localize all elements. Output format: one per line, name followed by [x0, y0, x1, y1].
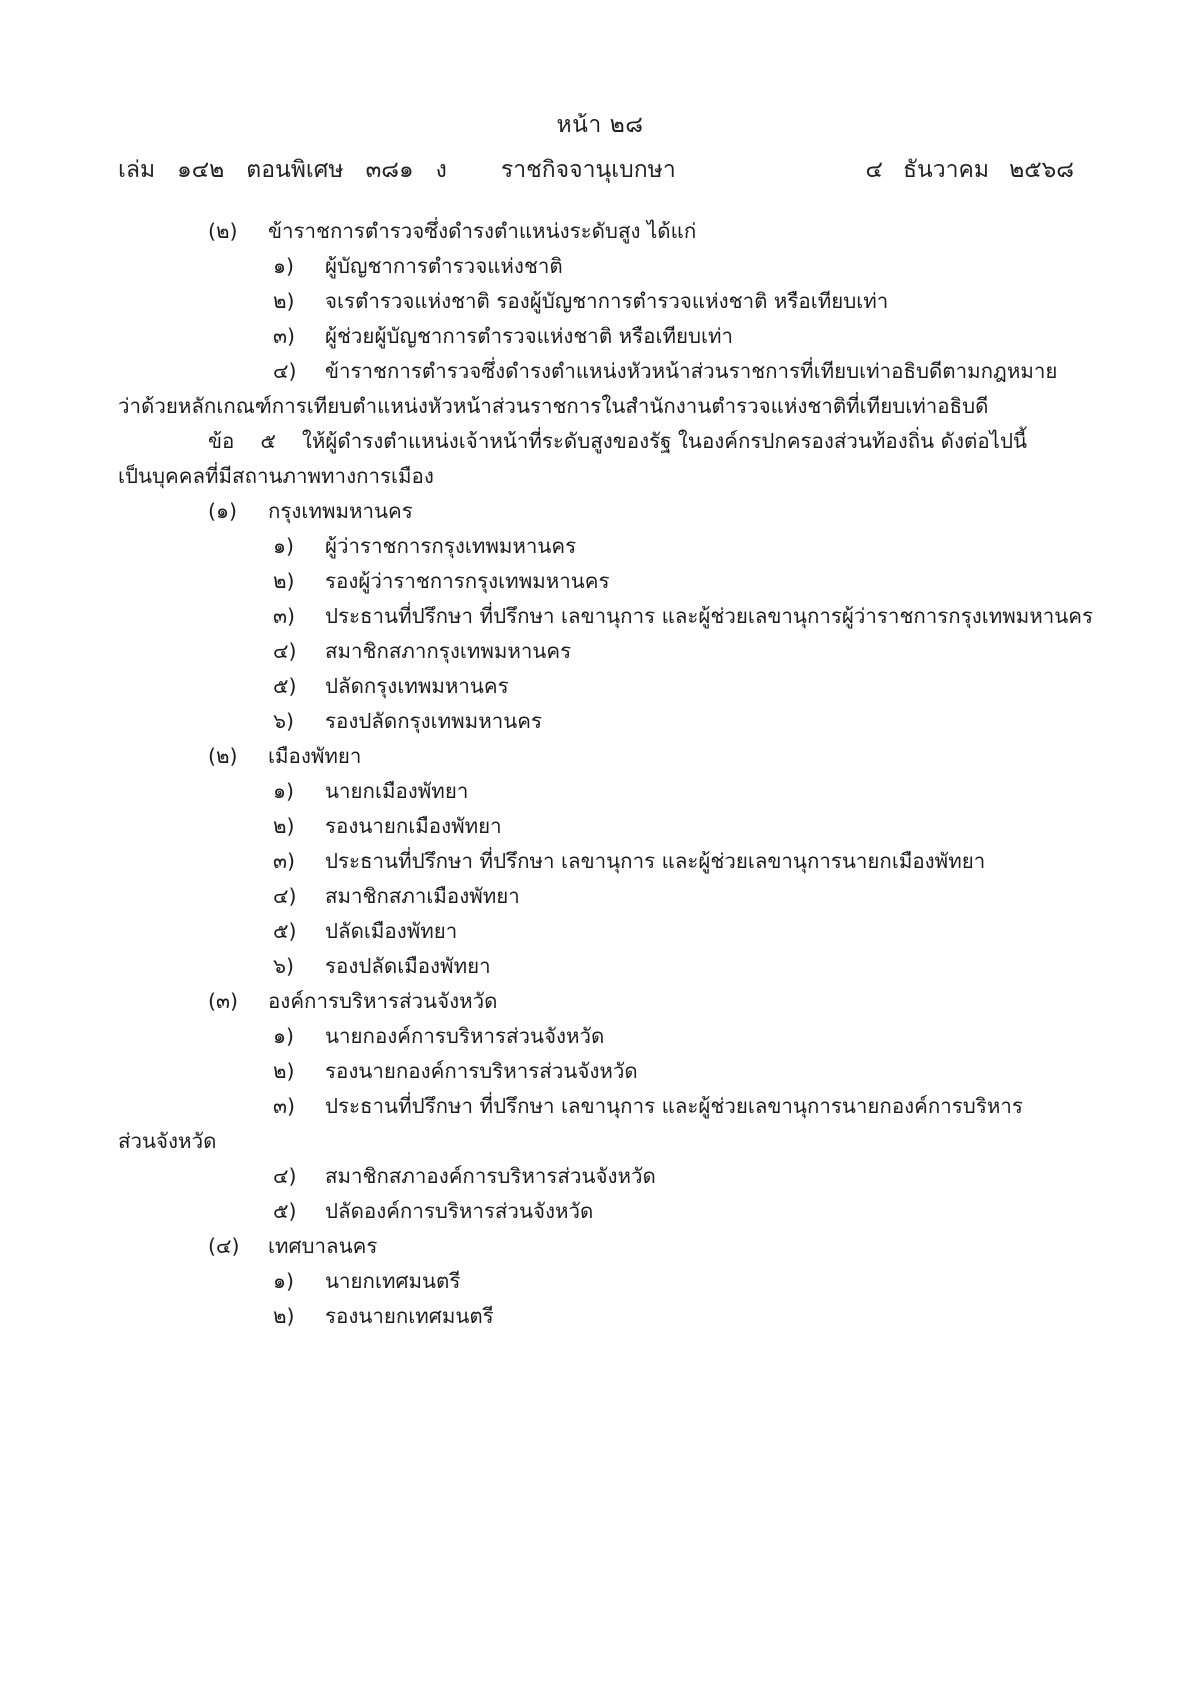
list-item — [118, 704, 1082, 739]
section-label: ตอนพิเศษ — [246, 156, 344, 183]
list-item — [118, 1264, 1082, 1299]
group-marker: (๒) — [208, 743, 238, 768]
list-item-marker: ๔) — [273, 638, 297, 663]
clause-5-continuation: เป็นบุคคลที่มีสถานภาพทางการเมือง — [118, 463, 434, 488]
list-item — [118, 1299, 1082, 1334]
list-item — [118, 319, 1082, 354]
list-item-label: รองนายกเมืองพัทยา — [325, 813, 502, 838]
volume-number: ๑๔๒ — [177, 156, 225, 183]
list-item — [118, 1019, 1082, 1054]
list-item-label: ปลัดกรุงเทพมหานคร — [325, 673, 509, 698]
date-year: ๒๕๖๘ — [1009, 156, 1074, 183]
list-item-label: ประธานที่ปรึกษา ที่ปรึกษา เลขานุการ และผู้ช่วยเลขานุการนายกเมืองพัทยา — [325, 848, 986, 873]
list-item-label: ปลัดเมืองพัทยา — [325, 918, 458, 943]
clause-5-heading — [118, 424, 1082, 459]
list-item-marker: ๒) — [273, 288, 295, 313]
clause-2-marker: (๒) — [208, 218, 238, 243]
pao-item-continuation: ส่วนจังหวัด — [118, 1128, 217, 1153]
group-heading-pao — [118, 984, 1082, 1019]
list-item-label: ปลัดองค์การบริหารส่วนจังหวัด — [325, 1198, 594, 1223]
list-item — [118, 529, 1082, 564]
list-item-marker: ๑) — [273, 253, 295, 278]
list-item-marker: ๓) — [273, 1093, 296, 1118]
list-item — [118, 1159, 1082, 1194]
list-item — [118, 809, 1082, 844]
list-item — [118, 284, 1082, 319]
list-item — [118, 249, 1082, 284]
group-heading-pattaya — [118, 739, 1082, 774]
list-item-label: รองปลัดเมืองพัทยา — [325, 953, 491, 978]
list-item-marker: ๕) — [273, 673, 297, 698]
list-item-label: จเรตำรวจแห่งชาติ รองผู้บัญชาการตำรวจแห่งชาติ หรือเทียบเท่า — [325, 288, 889, 313]
list-item — [118, 879, 1082, 914]
list-item — [118, 354, 1082, 389]
list-item-marker: ๑) — [273, 1268, 295, 1293]
list-item — [118, 564, 1082, 599]
document-body — [0, 214, 1200, 1334]
list-item-label: ประธานที่ปรึกษา ที่ปรึกษา เลขานุการ และผู้ช่วยเลขานุการผู้ว่าราชการกรุงเทพมหานคร — [325, 603, 1094, 628]
list-item-marker: ๔) — [273, 358, 297, 383]
header-date-group — [866, 152, 1082, 188]
gazette-header-row — [0, 152, 1200, 188]
list-item-marker: ๓) — [273, 848, 296, 873]
list-item-marker: ๔) — [273, 1163, 297, 1188]
list-item-marker: ๒) — [273, 813, 295, 838]
list-item-marker: ๓) — [273, 323, 296, 348]
group-title: กรุงเทพมหานคร — [268, 498, 413, 523]
clause-5-label: ข้อ — [208, 428, 235, 453]
group-heading-city-municipality — [118, 1229, 1082, 1264]
clause-2-heading — [118, 214, 1082, 249]
group-marker: (๓) — [208, 988, 239, 1013]
list-item — [118, 599, 1094, 634]
clause-5-text: ให้ผู้ดำรงตำแหน่งเจ้าหน้าที่ระดับสูงของรัฐ ในองค์กรปกครองส่วนท้องถิ่น ดังต่อไปนี้ — [301, 428, 1027, 453]
list-item-label: ผู้ว่าราชการกรุงเทพมหานคร — [325, 533, 577, 558]
group-heading-bangkok — [118, 494, 1082, 529]
clause-5-number: ๕ — [260, 428, 276, 453]
list-item-marker: ๒) — [273, 568, 295, 593]
list-item — [118, 1194, 1082, 1229]
group-title: เมืองพัทยา — [268, 743, 362, 768]
list-item-label: สมาชิกสภาองค์การบริหารส่วนจังหวัด — [325, 1163, 656, 1188]
volume-label: เล่ม — [118, 156, 156, 183]
list-item-label: ผู้บัญชาการตำรวจแห่งชาติ — [325, 253, 563, 278]
header-volume-group — [118, 152, 447, 188]
clause-2-text: ข้าราชการตำรวจซึ่งดำรงตำแหน่งระดับสูง ได้แก่ — [268, 218, 697, 243]
section-number: ๓๘๑ — [365, 156, 414, 183]
list-item-marker: ๖) — [273, 953, 295, 978]
list-item-marker: ๒) — [273, 1058, 295, 1083]
list-item-label: นายกองค์การบริหารส่วนจังหวัด — [325, 1023, 605, 1048]
list-item — [118, 914, 1082, 949]
date-month: ธันวาคม — [902, 156, 990, 183]
list-item-label: ประธานที่ปรึกษา ที่ปรึกษา เลขานุการ และผู้ช่วยเลขานุการนายกองค์การบริหาร — [325, 1093, 1023, 1118]
list-item — [118, 949, 1082, 984]
group-title: องค์การบริหารส่วนจังหวัด — [268, 988, 498, 1013]
list-item — [118, 844, 1082, 879]
list-item-label: รองผู้ว่าราชการกรุงเทพมหานคร — [325, 568, 610, 593]
list-item — [118, 669, 1082, 704]
list-item-label: ข้าราชการตำรวจซึ่งดำรงตำแหน่งหัวหน้าส่วนราชการที่เทียบเท่าอธิบดีตามกฎหมาย — [325, 358, 1058, 383]
clause-2-continuation: ว่าด้วยหลักเกณฑ์การเทียบตำแหน่งหัวหน้าส่วนราชการในสำนักงานตำรวจแห่งชาติที่เทียบเท่าอธิบดี — [118, 393, 989, 418]
list-item-marker: ๑) — [273, 1023, 295, 1048]
gazette-name: ราชกิจจานุเบกษา — [500, 156, 676, 183]
page-masthead — [0, 112, 1200, 140]
list-item-marker: ๕) — [273, 1198, 297, 1223]
list-item-label: นายกเมืองพัทยา — [325, 778, 469, 803]
list-item-label: นายกเทศมนตรี — [325, 1268, 461, 1293]
list-item-label: สมาชิกสภากรุงเทพมหานคร — [325, 638, 572, 663]
list-item-marker: ๒) — [273, 1303, 295, 1328]
page-number-label: หน้า ๒๘ — [556, 112, 644, 138]
group-marker: (๑) — [208, 498, 238, 523]
list-item-label: ผู้ช่วยผู้บัญชาการตำรวจแห่งชาติ หรือเทียบเท่า — [325, 323, 734, 348]
list-item — [118, 634, 1082, 669]
date-day: ๔ — [865, 156, 883, 183]
group-marker: (๔) — [208, 1233, 240, 1258]
group-title: เทศบาลนคร — [268, 1233, 378, 1258]
list-item-marker: ๑) — [273, 778, 295, 803]
list-item-marker: ๓) — [273, 603, 296, 628]
list-item — [118, 1089, 1082, 1124]
list-item-marker: ๑) — [273, 533, 295, 558]
list-item-marker: ๖) — [273, 708, 295, 733]
list-item-marker: ๔) — [273, 883, 297, 908]
list-item-label: รองนายกองค์การบริหารส่วนจังหวัด — [325, 1058, 638, 1083]
list-item — [118, 1054, 1082, 1089]
section-suffix: ง — [435, 156, 447, 183]
list-item — [118, 774, 1082, 809]
list-item-label: รองนายกเทศมนตรี — [325, 1303, 494, 1328]
list-item-label: รองปลัดกรุงเทพมหานคร — [325, 708, 542, 733]
list-item-label: สมาชิกสภาเมืองพัทยา — [325, 883, 520, 908]
list-item-marker: ๕) — [273, 918, 297, 943]
